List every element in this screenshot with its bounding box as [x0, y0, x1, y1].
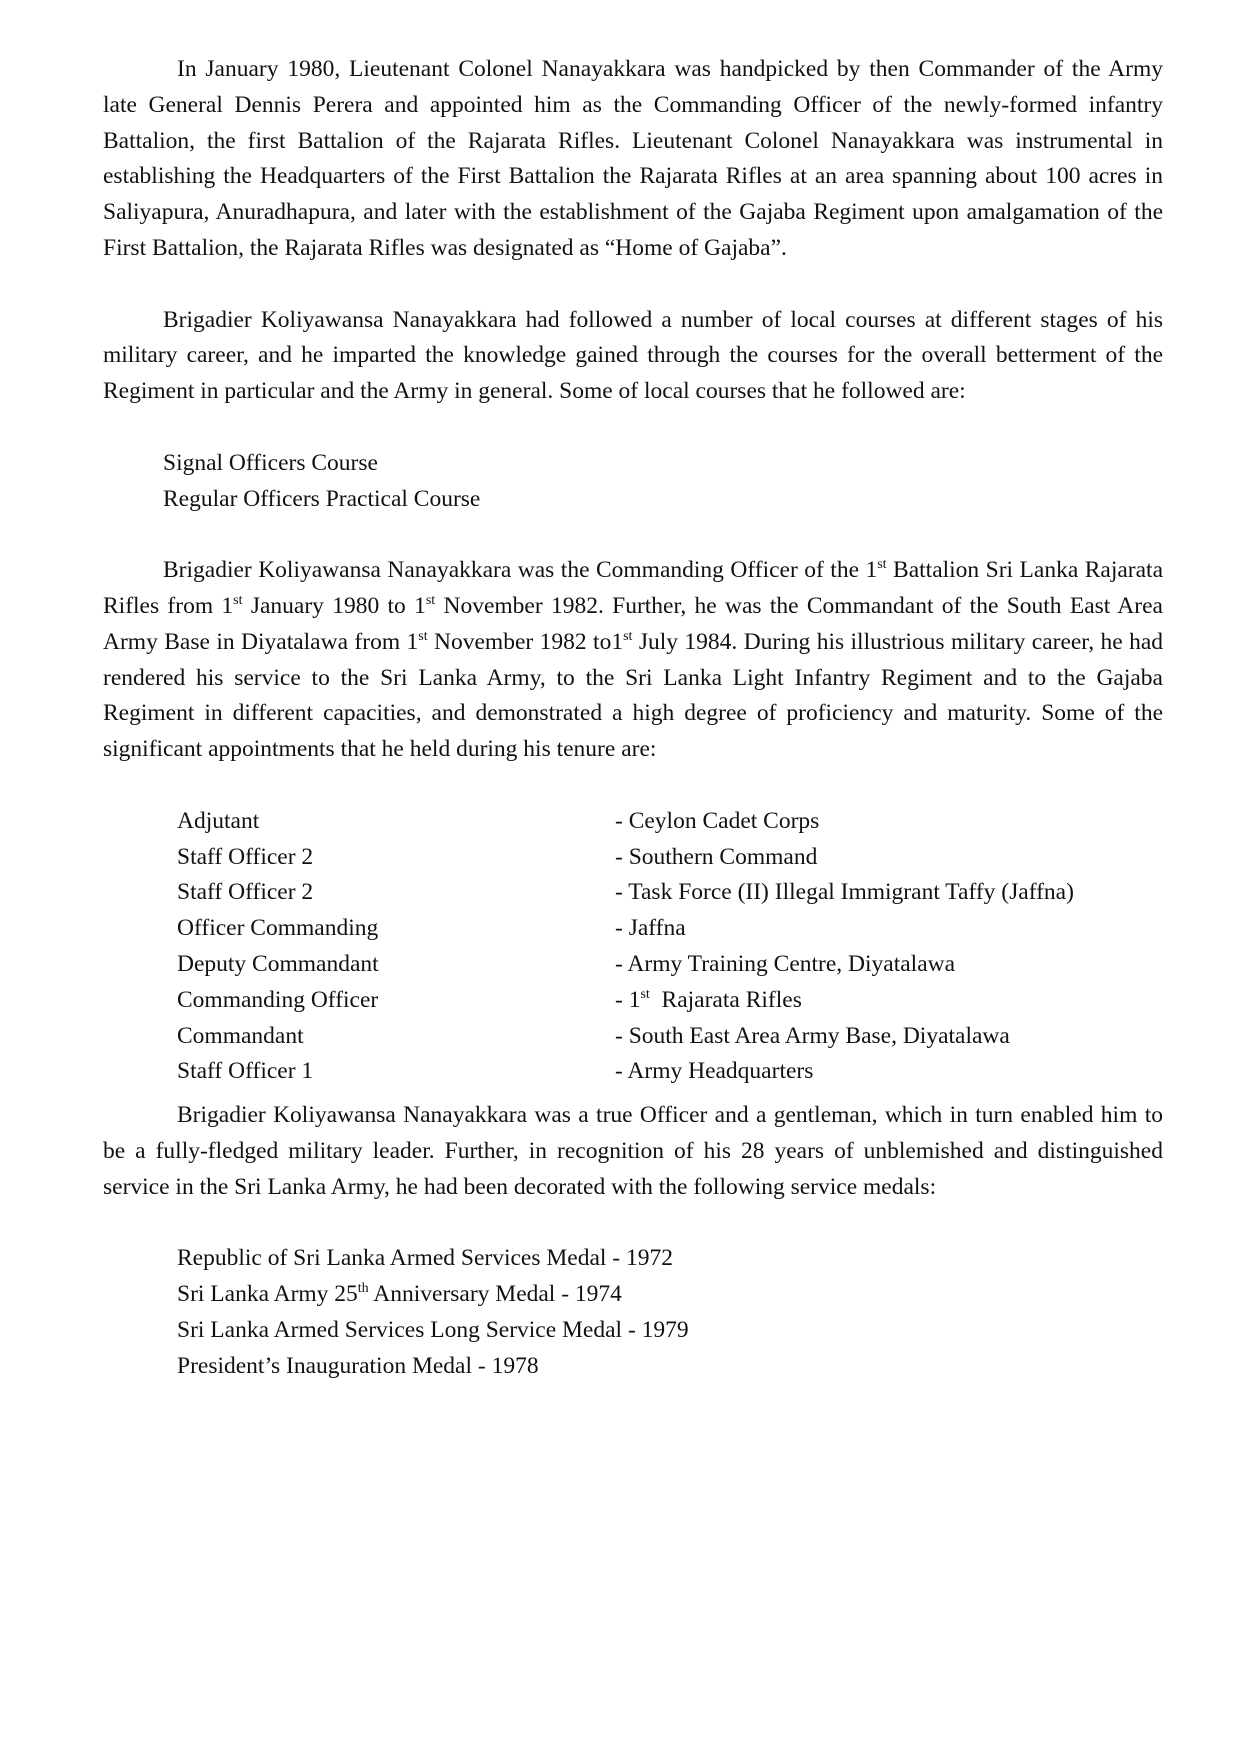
document-page: [103, 52, 1163, 1384]
appointment-place: - Task Force (II) Illegal Immigrant Taffy (Jaffna): [615, 879, 1074, 906]
text-run: Rajarata Rifles: [649, 986, 802, 1013]
text-run: - 1: [615, 986, 641, 1013]
ordinal-suffix: st: [418, 628, 428, 644]
medal-item: [177, 1277, 1163, 1313]
appointment-role: Officer Commanding: [177, 915, 379, 942]
appointment-place: - Southern Command: [615, 843, 818, 870]
appointment-row: [177, 1019, 1074, 1055]
ordinal-suffix: th: [357, 1281, 369, 1297]
appointment-role: Staff Officer 1: [177, 1058, 314, 1085]
text-run: January 1980 to 1: [242, 592, 426, 619]
ordinal-suffix: st: [425, 593, 436, 609]
medal-item: Republic of Sri Lanka Armed Services Medal - 1972: [177, 1245, 673, 1272]
course-item: Regular Officers Practical Course: [163, 485, 481, 512]
appointments-table: [177, 804, 1074, 1090]
text-run: Anniversary Medal - 1974: [368, 1281, 622, 1308]
appointment-role: Staff Officer 2: [177, 879, 314, 906]
paragraph-spacer: [103, 410, 1163, 446]
appointment-row: [177, 983, 1074, 1019]
text-run: Brigadier Koliyawansa Nanayakkara was the Commanding Officer of the 1: [163, 557, 878, 584]
paragraph-rajarata-rifles: In January 1980, Lieutenant Colonel Nanayakkara was handpicked by then Commander of the Army late General Dennis Perera and appointed him as the Commanding Officer of the newly-formed infantry Battalion, the first Battalion of the Rajarata Rifles. Lieutenant Colonel Nanayakkara was instrumental in establishing the Headquarters of the First Battalion the Rajarata Rifles at an area spanning about 100 acres in Saliyapura, Anuradhapura, and later with the establishment of the Gajaba Regiment upon amalgamation of the First Battalion, the Rajarata Rifles was designated as “Home of Gajaba”.: [103, 56, 1163, 261]
appointment-row: [177, 840, 1074, 876]
appointment-place: [615, 983, 1074, 1019]
paragraph-spacer: [103, 1206, 1163, 1242]
paragraph-spacer: [103, 768, 1163, 804]
appointment-row: [177, 875, 1074, 911]
ordinal-suffix: st: [233, 593, 243, 609]
appointment-role: Deputy Commandant: [177, 950, 379, 977]
appointment-row: [177, 911, 1074, 947]
paragraph-commanding-officer: [103, 553, 1163, 768]
appointment-row: [177, 1054, 1074, 1090]
paragraph-spacer: [103, 517, 1163, 553]
text-run: Battalion Sri Lanka Rajarata Rifles from 1: [103, 557, 1163, 619]
courses-list: [103, 446, 1163, 518]
appointment-role: Commandant: [177, 1022, 304, 1049]
text-run: November 1982 to1: [427, 628, 624, 655]
appointment-role: Commanding Officer: [177, 986, 379, 1013]
paragraph-service-medals: Brigadier Koliyawansa Nanayakkara was a true Officer and a gentleman, which in turn enabled him to be a fully-fledged military leader. Further, in recognition of his 28 years of unblemished and distinguished service in the Sri Lanka Army, he had been decorated with the following service medals:: [103, 1102, 1163, 1200]
medal-item: Sri Lanka Armed Services Long Service Medal - 1979: [177, 1316, 689, 1343]
medals-list: [103, 1241, 1163, 1384]
appointment-row: [177, 804, 1074, 840]
appointment-place: - Jaffna: [615, 915, 686, 942]
ordinal-suffix: st: [623, 628, 633, 644]
ordinal-suffix: st: [877, 557, 887, 573]
paragraph-spacer: [103, 267, 1163, 303]
ordinal-suffix: st: [640, 986, 650, 1002]
course-item: Signal Officers Course: [163, 449, 378, 476]
text-run: July 1984. During his illustrious military career, he had rendered his service to the Sri Lanka Army, to the Sri Lanka Light Infantry Regiment and to the Gajaba Regiment in different capacities, and demonstrated a high degree of proficiency and maturity. Some of the significant appointments that he held during his tenure are:: [103, 628, 1163, 763]
appointment-place: - Army Training Centre, Diyatalawa: [615, 950, 956, 977]
paragraph-local-courses: Brigadier Koliyawansa Nanayakkara had followed a number of local courses at different stages of his military career, and he imparted the knowledge gained through the courses for the overall betterment of the Regiment in particular and the Army in general. Some of local courses that he followed are:: [103, 306, 1163, 405]
appointment-role: Staff Officer 2: [177, 843, 314, 870]
appointment-row: [177, 947, 1074, 983]
appointment-place: - Ceylon Cadet Corps: [615, 807, 820, 834]
appointment-place: - Army Headquarters: [615, 1058, 814, 1085]
text-run: November 1982. Further, he was the Commandant of the South East Area Army Base in Diyatalawa from 1: [103, 592, 1163, 655]
medal-item: President’s Inauguration Medal - 1978: [177, 1352, 539, 1379]
appointment-role: Adjutant: [177, 807, 260, 834]
text-run: Sri Lanka Army 25: [177, 1281, 358, 1308]
paragraph-spacer: [103, 1090, 1163, 1098]
appointment-place: - South East Area Army Base, Diyatalawa: [615, 1022, 1010, 1049]
